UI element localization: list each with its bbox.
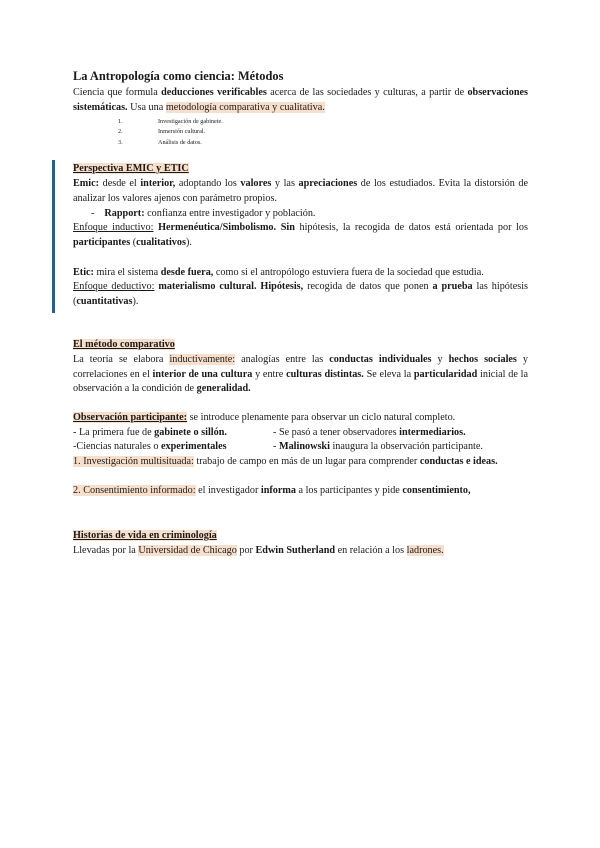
historias-paragraph: Llevadas por la Universidad de Chicago por Edwin Sutherland en relación a los ladrones. [73,545,444,556]
methods-list [73,117,528,148]
multisituada-paragraph: 1. Investigación multisituada: trabajo de campo en más de un lugar para comprender conductas e ideas. [73,456,498,467]
consentimiento-paragraph: 2. Consentimiento informado: el investigador informa a los participantes y pide consentimiento, [73,485,471,496]
rapport-bullet: - Rapport: confianza entre investigador y población. [91,208,316,219]
inductive-paragraph: Enfoque inductivo: Hermenéutica/Simbolismo. Sin hipótesis, la recogida de datos está orientada por los participantes (cualitativos). [73,222,528,248]
comparativo-paragraph: La teoría se elabora inductivamente: analogías entre las conductas individuales y hechos sociales y correlaciones en el interior de una cultura y entre culturas distintas. Se eleva la particularidad inicial de la observación a la condición de generalidad. [73,354,529,395]
list-item: 1. Investigación de gabinete. [118,118,223,125]
list-item: 3. Análisis de datos. [118,138,202,146]
participante-row-2: -Ciencias naturales o experimentales - Malinowski inaugura la observación participante. [73,441,483,452]
emic-heading: Perspectiva EMIC y ETIC [73,163,189,174]
participante-row-1: - La primera fue de gabinete o sillón. - Se pasó a tener observadores intermediarios. [73,427,466,438]
comparativo-heading: El método comparativo [73,339,175,350]
sidebar-accent-bar [52,160,55,313]
page-title: La Antropología como ciencia: Métodos [73,69,284,83]
participante-heading: Observación participante: se introduce plenamente para observar un ciclo natural completo. [73,412,456,423]
historias-heading: Historias de vida en criminología [73,530,217,541]
etic-paragraph: Etic: mira el sistema desde fuera, como si el antropólogo estuviera fuera de la sociedad que estudia. [73,267,484,278]
deductive-paragraph: Enfoque deductivo: materialismo cultural. Hipótesis, recogida de datos que ponen a prueba las hipótesis (cuantitativas). [73,281,529,307]
emic-paragraph: Emic: desde el interior, adoptando los valores y las apreciaciones de los estudiados. Evita la distorsión de analizar los valores ajenos con parámetro propios. [73,178,528,204]
list-item: 2. Inmersión cultural. [118,128,206,136]
intro-paragraph: Ciencia que formula deducciones verificables acerca de las sociedades y culturas, a partir de observaciones sistemáticas. Usa una metodología comparativa y cualitativa. [73,87,529,113]
